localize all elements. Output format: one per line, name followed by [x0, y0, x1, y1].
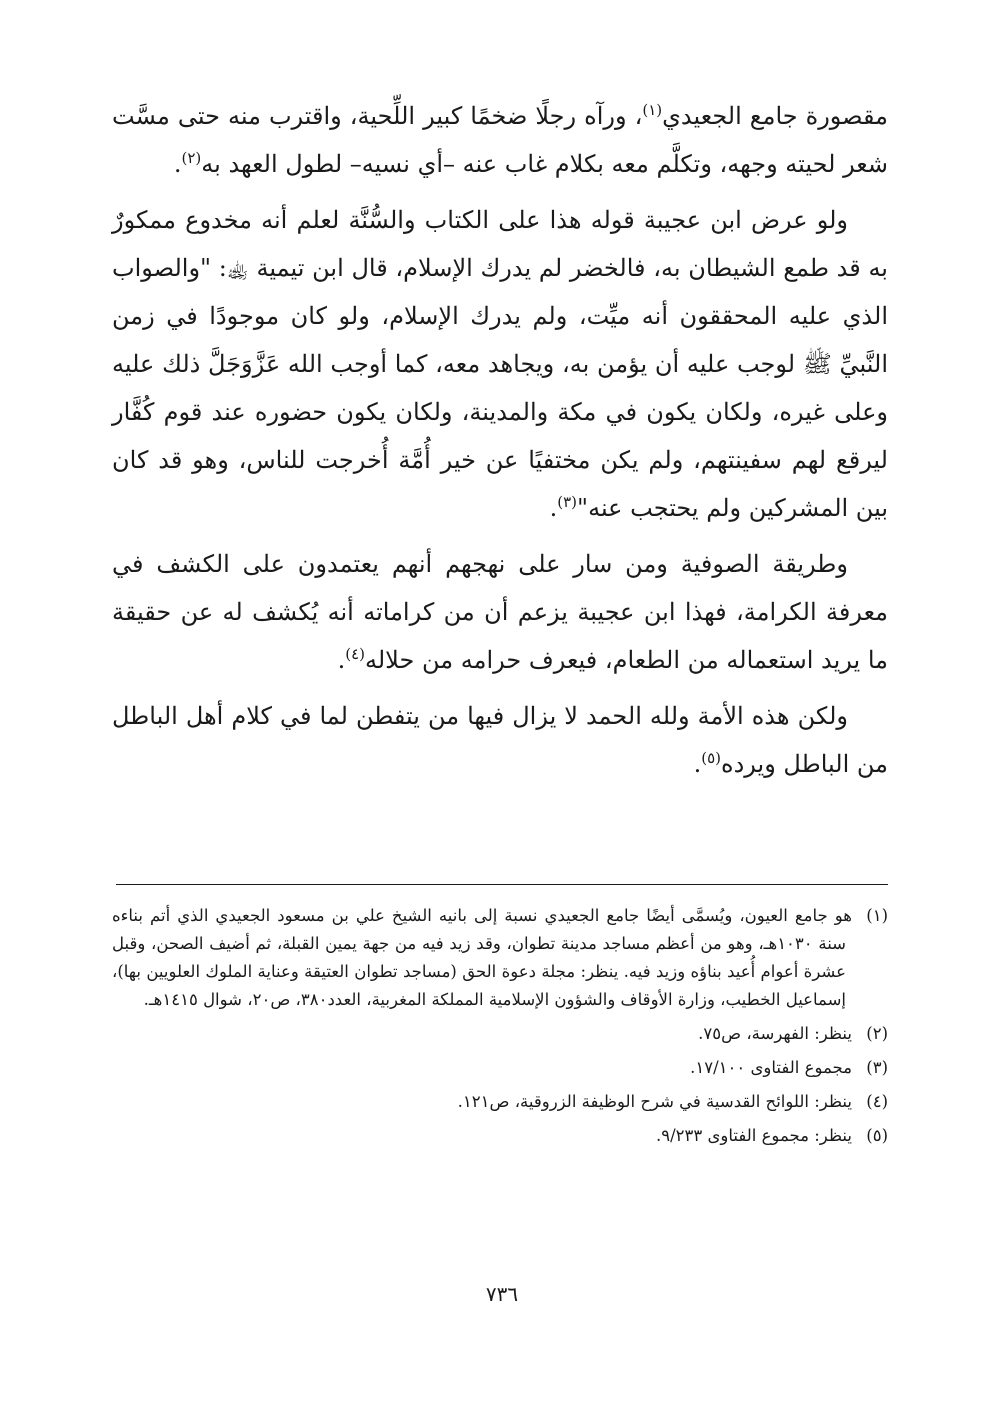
paragraph-text: وطريقة الصوفية ومن سار على نهجهم أنهم يعتمدون على الكشف في معرفة الكرامة، فهذا ابن عجيبة يزعم أن من كراماته أنه يُكشف له عن حقيقة ما يريد استعماله من الطعام، فيعرف حرامه من حلاله	[112, 550, 888, 674]
footnote-ref-5[interactable]: (٥)	[701, 749, 722, 767]
footnote-text: ينظر: اللوائح القدسية في شرح الوظيفة الزروقية، ص١٢١.	[457, 1092, 852, 1111]
main-text	[112, 92, 888, 796]
footnote-5	[112, 1122, 888, 1150]
footnote-2	[112, 1020, 888, 1048]
footnote-text: هو جامع العيون، ويُسمَّى أيضًا جامع الجعيدي نسبة إلى بانيه الشيخ علي بن مسعود الجعيدي الذي أتم بناءه سنة ١٠٣٠هـ، وهو من أعظم مساجد مدينة تطوان، وقد زيد فيه من جهة يمين القبلة، ثم أضيف الصحن، وقبل عشرة أعوام أُعيد بناؤه وزيد فيه. ينظر: مجلة دعوة الحق (مساجد تطوان العتيقة وعناية الملوك العلويين بها)، إسماعيل الخطيب، وزارة الأوقاف والشؤون الإسلامية المملكة المغربية، العدد٣٨٠، ص٢٠، شوال ١٤١٥هـ.	[112, 906, 852, 1009]
paragraph-text: .	[693, 750, 702, 778]
paragraph-text: ولكن هذه الأمة ولله الحمد لا يزال فيها من يتفطن لما في كلام أهل الباطل من الباطل ويرده	[112, 702, 888, 778]
footnote-text: مجموع الفتاوى ١٧/١٠٠.	[690, 1058, 852, 1077]
paragraph-text: .	[549, 494, 558, 522]
paragraph-text: .	[173, 150, 182, 178]
footnote-text: ينظر: الفهرسة، ص٧٥.	[698, 1024, 852, 1043]
paragraph-text: مقصورة جامع الجعيدي	[662, 102, 888, 130]
footnote-number: (٥)	[866, 1126, 888, 1145]
paragraph-text: ولو عرض ابن عجيبة قوله هذا على الكتاب والسُّنَّة لعلم أنه مخدوع ممكورٌ به قد طمع الشيطان به، فالخضر لم يدرك الإسلام، قال ابن تيمية ﵀: "والصواب الذي عليه المحققون أنه ميِّت، ولم يدرك الإسلام، ولو كان موجودًا في زمن النَّبيِّ ﷺ لوجب عليه أن يؤمن به، ويجاهد معه، كما أوجب الله عَزَّوَجَلَّ ذلك عليه وعلى غيره، ولكان يكون في مكة والمدينة، ولكان يكون حضوره عند قوم كُفَّار ليرقع لهم سفينتهم، ولم يكن مختفيًا عن خير أُمَّة أُخرجت للناس، وهو قد كان بين المشركين ولم يحتجب عنه"	[112, 206, 889, 522]
footnote-text: ينظر: مجموع الفتاوى ٩/٢٣٣.	[655, 1126, 852, 1145]
footnote-number: (٣)	[866, 1058, 888, 1077]
footnote-ref-4[interactable]: (٤)	[345, 645, 365, 663]
footnote-4	[112, 1088, 888, 1116]
footnotes	[112, 902, 888, 1156]
footnote-ref-3[interactable]: (٣)	[557, 493, 578, 511]
paragraph-3	[112, 540, 888, 684]
paragraph-2	[112, 196, 888, 532]
footnote-number: (٤)	[866, 1092, 888, 1111]
page-number: ٧٣٦	[485, 1282, 519, 1306]
footnote-number: (١)	[866, 906, 888, 925]
paragraph-1	[112, 92, 888, 188]
paragraph-text: ، ورآه رجلًا ضخمًا كبير اللِّحية، واقترب منه حتى مسَّت شعر لحيته وجهه، وتكلَّم معه بكلام غاب عنه –أي نسيه– لطول العهد به	[112, 102, 888, 178]
footnote-number: (٢)	[866, 1024, 888, 1043]
paragraph-text: .	[337, 646, 346, 674]
footnote-ref-2[interactable]: (٢)	[181, 149, 202, 167]
footnote-ref-1[interactable]: (١)	[642, 101, 663, 119]
footnote-3	[112, 1054, 888, 1082]
footnote-separator	[116, 884, 888, 885]
paragraph-4	[112, 692, 888, 788]
footnote-1	[112, 902, 888, 1014]
